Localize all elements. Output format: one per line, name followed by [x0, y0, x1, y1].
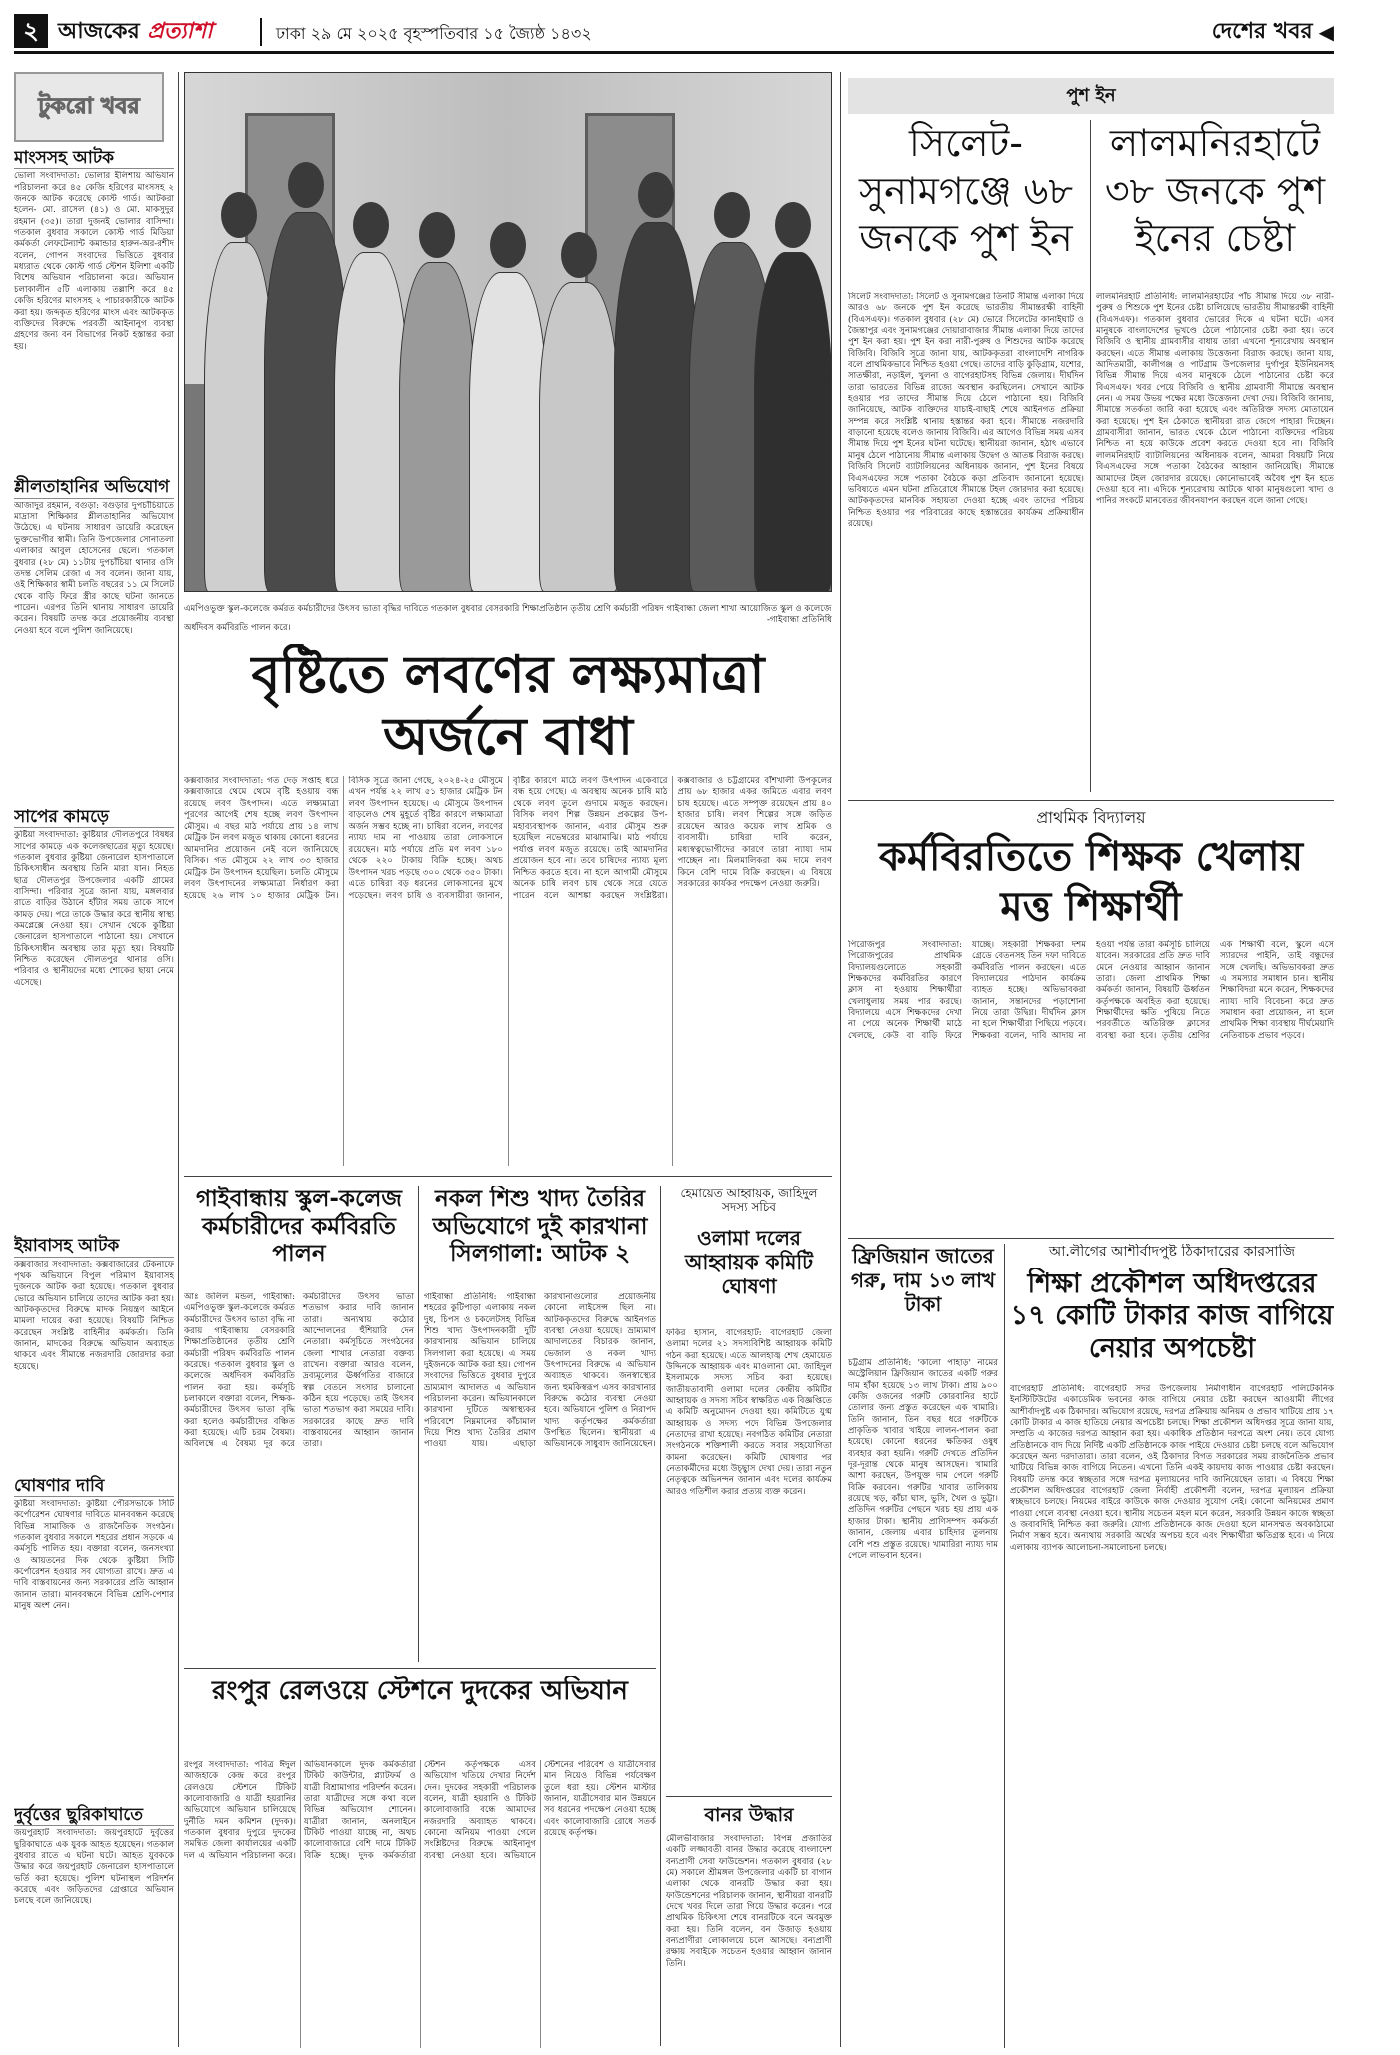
gaibandha-headline: গাইবান্ধায় স্কুল-কলেজ কর্মচারীদের কর্মবিরতি পালন: [196, 1186, 402, 1268]
photo-credit: -গাইবান্ধা প্রতিনিধি: [766, 615, 832, 626]
section-divider: [184, 1668, 656, 1669]
sidebar-story-headline: মাংসসহ আটক: [14, 148, 174, 169]
baby-food-headline: নকল শিশু খাদ্য তৈরির অভিযোগে দুই কারখানা সিলগালা: আটক ২: [432, 1186, 648, 1268]
sidebar-story-headline: ঘোষণার দাবি: [14, 1476, 174, 1497]
photo-person-head: [561, 232, 597, 278]
photo-person-head: [638, 172, 674, 218]
sidebar-story-body: ভোলা সংবাদদাতা: ভোলার ইলিশায় অভিযান পরিচালনা করে ৪৫ কেজি হরিণের মাংসসহ ২ জনকে আটক করেছে কোস্ট গার্ড। আটকরা হলেন- মো. রাসেল (৪১) ও মো. মাকসুদুর রহমান (৩৫)। তারা দুজনই ভোলার বাসিন্দা। গতকাল বুধবার সকালে কোস্ট গার্ড মিডিয়া কর্মকর্তা লেফটেন্যান্ট কমান্ডার হারুন-অর-রশীদ বলেন, গোপন সংবাদের ভিত্তিতে বুধবার মধ্যরাত থেকে কোস্ট গার্ড স্টেশন ইলিশা একটি বিশেষ অভিযান পরিচালনা করে। অভিযান চলাকালীন ৫টি এলাকায় তল্লাশি করে ৪৫ কেজি হরিণের মাংসসহ ২ পাচারকারীকে আটক করা হয়। জব্দকৃত হরিণের মাংস এবং আটককৃত ব্যক্তিদের বিরুদ্ধে পরবর্তী আইনানুগ ব্যবস্থা গ্রহণের জন্য বন বিভাগের নিকট হস্তান্তর করা হয়।: [14, 171, 174, 352]
sidebar-story: [14, 477, 174, 800]
photo-person-head: [419, 212, 455, 258]
railway-headline: রংপুর রেলওয়ে স্টেশনে দুদকের অভিযান: [212, 1676, 628, 1706]
sidebar-story-body: জয়পুরহাট সংবাদদাতা: জয়পুরহাটে দুর্বৃত্তের ছুরিকাঘাতে এক যুবক আহত হয়েছেন। গতকাল বুধবার রাতে এ ঘটনা ঘটে। আহত যুবককে উদ্ধার করে জয়পুরহাট জেনারেল হাসপাতালে ভর্তি করা হয়েছে। পুলিশ ঘটনাস্থল পরিদর্শন করেছে এবং জড়িতদের গ্রেপ্তারে অভিযান চলছে বলে জানিয়েছে।: [14, 1828, 174, 1907]
section-title: দেশের খবর: [1211, 18, 1313, 44]
engineering-headline: শিক্ষা প্রকৌশল অধিদপ্তরের ১৭ কোটি টাকার কাজ বাগিয়ে নেয়ার অপচেষ্টা: [1010, 1268, 1334, 1364]
engineering-kicker: আ.লীগের আশীর্বাদপুষ্ট ঠিকাদারের কারসাজি: [1049, 1244, 1295, 1260]
monkey-body: মৌলভীবাজার সংবাদদাতা: বিপন্ন প্রজাতির একটি লজ্জাবতী বানর উদ্ধার করেছে বাংলাদেশ বন্যপ্রাণী সেবা ফাউন্ডেশন। গতকাল বুধবার (২৮ মে) সকালে শ্রীমঙ্গল উপজেলার একটি চা বাগান এলাকা থেকে বানরটি উদ্ধার করা হয়। ফাউন্ডেশনের পরিচালক জানান, স্থানীয়রা বানরটি দেখে খবর দিলে তারা গিয়ে উদ্ধার করেন। পরে প্রাথমিক চিকিৎসা শেষে বানরটিকে বনে অবমুক্ত করা হয়। তিনি বলেন, বন উজাড় হওয়ায় বন্যপ্রাণীরা লোকালয়ে চলে আসছে। বন্যপ্রাণী রক্ষায় সবাইকে সচেতন হওয়ার আহ্বান জানান তিনি।: [666, 1834, 832, 1969]
sidebar-items: [14, 148, 174, 2028]
olama-headline: ওলামা দলের আহ্বায়ক কমিটি ঘোষণা: [685, 1226, 813, 1298]
photo-person: [539, 282, 619, 592]
push-in-right-headline: লালমনিরহাটে ৩৮ জনকে পুশ ইনের চেষ্টা: [1104, 121, 1326, 260]
cattle-headline: ফ্রিজিয়ান জাতের গরু, দাম ১৩ লাখ টাকা: [850, 1244, 996, 1316]
sidebar-story: [14, 1236, 174, 1469]
photo-person-head: [288, 162, 324, 208]
olama-body: ফকির হাসান, বাগেরহাট: বাগেরহাট জেলা ওলামা দলের ২১ সদস্যবিশিষ্ট আহ্বায়ক কমিটি গঠন করা হয়েছে। এতে আলহাজ্ব শেখ হেমায়েত উদ্দিনকে আহ্বায়ক এবং মাওলানা মো. জাহিদুল ইসলামকে সদস্য সচিব করা হয়েছে। জাতীয়তাবাদী ওলামা দলের কেন্দ্রীয় কমিটির আহ্বায়ক ও সদস্য সচিব স্বাক্ষরিত এক বিজ্ঞপ্তিতে এ কমিটি অনুমোদন দেওয়া হয়। কমিটিতে যুগ্ম আহ্বায়ক ও সদস্য পদে বিভিন্ন উপজেলার নেতাদের রাখা হয়েছে। নবগঠিত কমিটির নেতারা সংগঠনকে শক্তিশালী করতে সবার সহযোগিতা কামনা করেছেন। কমিটি ঘোষণার পর নেতাকর্মীদের মধ্যে উচ্ছ্বাস দেখা দেয়। তারা নতুন নেতৃত্বকে অভিনন্দন জানান এবং দলের কার্যক্রম আরও গতিশীল করার প্রত্যয় ব্যক্ত করেন।: [666, 1328, 832, 1497]
sidebar-story-body: কক্সবাজার সংবাদদাতা: কক্সবাজারের টেকনাফে পৃথক অভিযানে বিপুল পরিমাণ ইয়াবাসহ দুজনকে আটক করা হয়েছে। গতকাল বুধবার ভোরে অভিযান চালিয়ে তাদের আটক করা হয়। আটককৃতদের বিরুদ্ধে মাদক নিয়ন্ত্রণ আইনে মামলা দায়ের করা হয়েছে। বিষয়টি নিশ্চিত করেছেন সংশ্লিষ্ট বাহিনীর কর্মকর্তা। তিনি জানান, মাদকের বিরুদ্ধে অভিযান অব্যাহত থাকবে এবং সীমান্তে নজরদারি জোরদার করা হয়েছে।: [14, 1259, 174, 1372]
section-divider: [848, 1238, 1334, 1239]
lead-headline: বৃষ্টিতে লবণের লক্ষ্যমাত্রা অর্জনে বাধা: [251, 645, 765, 768]
section-divider: [848, 800, 1334, 801]
sidebar-story: [14, 148, 174, 471]
sidebar-story-body: কুষ্টিয়া সংবাদদাতা: কুষ্টিয়ার দৌলতপুরে বিষধর সাপের কামড়ে এক কলেজছাত্রের মৃত্যু হয়েছে। গতকাল বুধবার কুষ্টিয়া জেনারেল হাসপাতালে চিকিৎসাধীন অবস্থায় তিনি মারা যান। নিহত ছাত্র দৌলতপুর উপজেলার একটি গ্রামের বাসিন্দা। পরিবার সূত্রে জানা যায়, মঙ্গলবার রাতে বাড়ির উঠানে হাঁটার সময় তাকে সাপে কামড় দেয়। পরে তাকে উদ্ধার করে স্থানীয় স্বাস্থ্য কমপ্লেক্সে নেওয়া হয়। সেখান থেকে কুষ্টিয়া জেনারেল হাসপাতালে পাঠানো হয়। সেখানে চিকিৎসাধীন অবস্থায় তার মৃত্যু হয়। বিষয়টি নিশ্চিত করেছেন দৌলতপুর থানার ওসি। পরিবার ও স্থানীয়দের মধ্যে শোকের ছায়া নেমে এসেছে।: [14, 830, 174, 988]
column-divider: [418, 1186, 419, 1662]
railway-body: রংপুর সংবাদদাতা: পবিত্র ঈদুল আজহাকে কেন্দ্র করে রংপুর রেলওয়ে স্টেশনে টিকিট কালোবাজারি ও যাত্রী হয়রানির অভিযোগে অভিযান চালিয়েছে দুর্নীতি দমন কমিশন (দুদক)। গতকাল বুধবার দুপুরে দুদকের সমন্বিত জেলা কার্যালয়ের একটি দল এ অভিযান পরিচালনা করে। অভিযানকালে দুদক কর্মকর্তারা টিকিট কাউন্টার, প্ল্যাটফর্ম ও যাত্রী বিশ্রামাগার পরিদর্শন করেন। তারা যাত্রীদের সঙ্গে কথা বলে বিভিন্ন অভিযোগ শোনেন। যাত্রীরা জানান, অনলাইনে টিকিট পাওয়া যাচ্ছে না, অথচ কালোবাজারে বেশি দামে টিকিট বিক্রি হচ্ছে। দুদক কর্মকর্তারা স্টেশন কর্তৃপক্ষকে এসব অভিযোগ খতিয়ে দেখার নির্দেশ দেন। দুদকের সহকারী পরিচালক বলেন, যাত্রী হয়রানি ও টিকিট কালোবাজারি বন্ধে আমাদের নজরদারি অব্যাহত থাকবে। কোনো অনিয়ম পাওয়া গেলে সংশ্লিষ্টদের বিরুদ্ধে আইনানুগ ব্যবস্থা নেওয়া হবে। অভিযানে স্টেশনের পরিবেশ ও যাত্রীসেবার মান নিয়েও বিভিন্ন পর্যবেক্ষণ তুলে ধরা হয়। স্টেশন মাস্টার জানান, যাত্রীসেবার মান উন্নয়নে সব ধরনের পদক্ষেপ নেওয়া হচ্ছে এবং কালোবাজারি রোধে সতর্ক রয়েছে কর্তৃপক্ষ।: [184, 1760, 656, 1861]
section-arrow-icon: ◀: [1318, 20, 1334, 44]
column-divider: [1090, 120, 1091, 792]
photo-person-head: [714, 192, 750, 238]
column-divider: [1004, 1244, 1005, 2048]
column-divider: [660, 1186, 661, 2046]
section-divider: [666, 1796, 832, 1797]
push-in-banner: [848, 78, 1334, 114]
paper-logo-part2: প্রত্যাশা: [147, 19, 213, 44]
photo-people: [184, 72, 832, 592]
sidebar-story-headline: সাপের কামড়ে: [14, 807, 174, 828]
sidebar-divider: [178, 72, 179, 2047]
monkey-headline: বানর উদ্ধার: [704, 1804, 794, 1826]
photo-person-head: [490, 222, 526, 268]
sidebar-label: টুকরো খবর: [38, 93, 140, 119]
photo-person: [469, 272, 547, 592]
sidebar-column: [14, 72, 174, 2047]
masthead: [14, 14, 1334, 54]
dateline: ঢাকা ২৯ মে ২০২৫ বৃহস্পতিবার ১৫ জ্যৈষ্ঠ ১৪৩২: [276, 24, 592, 43]
sidebar-story-headline: ইয়াবাসহ আটক: [14, 1236, 174, 1257]
sidebar-story: [14, 807, 174, 1230]
push-in-label: পুশ ইন: [1066, 84, 1116, 106]
photo-person: [399, 262, 475, 592]
sidebar-story-body: আজাদুর রহমান, বগুড়া: বগুড়ার দুপচাঁচিয়াতে মাদ্রাসা শিক্ষিকার শ্লীলতাহানির অভিযোগ উঠেছে। এ ঘটনায় সাধারণ ডায়েরি করেছেন ভুক্তভোগীর স্বামী। তিনি উপজেলার সোনাতলা এলাকার আবুল হোসেনের ছেলে। গতকাল বুধবার (২৮ মে) ১১টায় দুপচাঁচিয়া থানার ওসি তদন্ত সেলিম রেজা এ সব বলেন। জানা যায়, ওই শিক্ষিকার স্বামী চলতি বছরের ১১ মে সিলেট থেকে বাড়ি ফিরে স্ত্রীর কাছে ঘটনা জানতে পারেন। এরপর তিনি থানায় সাধারণ ডায়েরি করেন। বিষয়টি তদন্ত করে প্রয়োজনীয় ব্যবস্থা নেওয়া হবে বলে পুলিশ জানিয়েছে।: [14, 500, 174, 636]
gaibandha-body: আঃ জলিল মন্ডল, গাইবান্ধা: এমপিওভুক্ত স্কুল-কলেজে কর্মরত কর্মচারীদের উৎসব ভাতা বৃদ্ধি না করায় গাইবান্ধায় বেসরকারি শিক্ষাপ্রতিষ্ঠানের তৃতীয় শ্রেণি কর্মচারী পরিষদ কর্মবিরতি পালন করেছে। গতকাল বুধবার স্কুল ও কলেজে অর্ধদিবস কর্মবিরতি পালন করা হয়। কর্মসূচি চলাকালে বক্তারা বলেন, শিক্ষক-কর্মচারীদের উৎসব ভাতা বৃদ্ধি করা হলেও কর্মচারীদের বঞ্চিত করা হয়েছে। এটি চরম বৈষম্য। অবিলম্বে এ বৈষম্য দূর করে কর্মচারীদের উৎসব ভাতা শতভাগ করার দাবি জানান তারা। অন্যথায় কঠোর আন্দোলনের হুঁশিয়ারি দেন নেতারা। কর্মসূচিতে সংগঠনের জেলা শাখার নেতারা বক্তব্য রাখেন। বক্তারা আরও বলেন, দ্রব্যমূল্যের ঊর্ধ্বগতির বাজারে স্বল্প বেতনে সংসার চালানো কঠিন হয়ে পড়েছে। তাই উৎসব ভাতা শতভাগ করা সময়ের দাবি। সরকারের কাছে দ্রুত দাবি বাস্তবায়নের আহ্বান জানান তারা।: [184, 1292, 414, 1450]
sidebar-story: [14, 1476, 174, 1799]
photo-caption: এমপিওভুক্ত স্কুল-কলেজে কর্মরত কর্মচারীদের উৎসব ভাতা বৃদ্ধির দাবিতে গতকাল বুধবার বেসরকারি শিক্ষাপ্রতিষ্ঠান তৃতীয় শ্রেণি কর্মচারী পরিষদ গাইবান্ধা জেলা শাখা আয়োজিত স্কুল ও কলেজে অর্ধদিবস কর্মবিরতি পালন করে।: [184, 604, 832, 634]
photo-person-head: [775, 202, 811, 248]
photo-person: [334, 252, 408, 592]
photo-person-head: [221, 192, 257, 238]
section-divider: [184, 1176, 832, 1177]
lead-body: কক্সবাজার সংবাদদাতা: গত দেড় সপ্তাহ ধরে কক্সবাজারে থেমে থেমে বৃষ্টি হওয়ায় বন্ধ রয়েছে লবণ উৎপাদন। এতে লক্ষ্যমাত্রা পূরণের আগেই শেষ হচ্ছে লবণ উৎপাদন মৌসুম। এ বছর মাঠ পর্যায়ে প্রায় ১৪ লাখ মেট্রিক টন লবণ মজুত থাকায় কোনো ধরনের আমদানির প্রয়োজন নেই বলে জানিয়েছে বিসিক। গত মৌসুমে ২২ লাখ ৩৩ হাজার মেট্রিক টন উৎপাদন হয়েছিল। চলতি মৌসুমে লবণ উৎপাদনের লক্ষ্যমাত্রা নির্ধারণ করা হয়েছে ২৬ লাখ ১০ হাজার মেট্রিক টন। বিসিক সূত্রে জানা গেছে, ২০২৪-২৫ মৌসুমে এখন পর্যন্ত ২২ লাখ ৫১ হাজার মেট্রিক টন লবণ উৎপাদন হয়েছে। এ মৌসুমে উৎপাদন বাড়লেও শেষ মুহূর্তে বৃষ্টির কারণে লক্ষ্যমাত্রা অর্জন সম্ভব হচ্ছে না। চাষিরা বলেন, লবণের ন্যায্য দাম না পাওয়ায় তারা লোকসানে রয়েছেন। মাঠ পর্যায়ে প্রতি মণ লবণ ১৮০ থেকে ২২০ টাকায় বিক্রি হচ্ছে। অথচ উৎপাদন খরচ পড়ছে ৩০০ থেকে ৩৫০ টাকা। এতে চাষিরা বড় ধরনের লোকসানের মুখে পড়েছেন। লবণ চাষি ও ব্যবসায়ীরা জানান, বৃষ্টির কারণে মাঠে লবণ উৎপাদন একেবারে বন্ধ হয়ে গেছে। এ অবস্থায় অনেক চাষি মাঠ থেকে লবণ তুলে গুদামে মজুত করছেন। বিসিক লবণ শিল্প উন্নয়ন প্রকল্পের উপ-মহাব্যবস্থাপক জানান, এবার মৌসুম শুরু হয়েছিল নভেম্বরের মাঝামাঝি। মাঠ পর্যায়ে পর্যাপ্ত লবণ মজুত রয়েছে। তাই আমদানির প্রয়োজন হবে না। তবে চাষিদের ন্যায্য মূল্য নিশ্চিত করতে হবে। না হলে আগামী মৌসুমে অনেক চাষি লবণ চাষ থেকে সরে যেতে পারেন বলে আশঙ্কা করছেন সংশ্লিষ্টরা। কক্সবাজার ও চট্টগ্রামের বাঁশখালী উপকূলের প্রায় ৬৮ হাজার একর জমিতে এবার লবণ চাষ হয়েছে। এতে সম্পৃক্ত রয়েছেন প্রায় ৪০ হাজার চাষি। লবণ শিল্পের সঙ্গে জড়িত রয়েছেন আরও কয়েক লাখ শ্রমিক ও ব্যবসায়ী। চাষিরা দাবি করেন, মধ্যস্বত্বভোগীদের কারণে তারা ন্যায্য দাম পাচ্ছেন না। মিলমালিকরা কম দামে লবণ কিনে বেশি দামে বিক্রি করছেন। এ বিষয়ে সরকারের কার্যকর পদক্ষেপ নেওয়া জরুরি।: [184, 776, 832, 901]
paper-logo: [58, 16, 212, 48]
photo-person: [614, 222, 698, 592]
sidebar-story: [14, 1805, 174, 2028]
photo-caption-block: [184, 596, 832, 640]
olama-kicker: হেমায়েত আহ্বায়ক, জাহিদুল সদস্য সচিব: [680, 1186, 818, 1215]
page-column-divider: [840, 72, 841, 2047]
sidebar-story-headline: দুর্বৃত্তের ছুরিকাঘাতে: [14, 1805, 174, 1826]
logo-divider: [260, 18, 262, 46]
photo-person-head: [353, 202, 389, 248]
sidebar-story-headline: শ্লীলতাহানির অভিযোগ: [14, 477, 174, 498]
engineering-body: বাগেরহাট প্রতিনিধি: বাগেরহাট সদর উপজেলায় নির্মাণাধীন বাগেরহাট পলিটেকনিক ইনস্টিটিউটের একাডেমিক ভবনের কাজ বাগিয়ে নেয়ার চেষ্টা করছেন আওয়ামী লীগের আশীর্বাদপুষ্ট এক ঠিকাদার। অভিযোগ রয়েছে, দরপত্র প্রক্রিয়ায় অনিয়ম ও প্রভাব খাটিয়ে প্রায় ১৭ কোটি টাকার এ কাজ হাতিয়ে নেয়ার অপচেষ্টা চলছে। শিক্ষা প্রকৌশল অধিদপ্তর সূত্রে জানা যায়, সম্প্রতি এ কাজের দরপত্র আহ্বান করা হয়। একাধিক প্রতিষ্ঠান দরপত্রে অংশ নেয়। তবে যোগ্য প্রতিষ্ঠানকে বাদ দিয়ে নির্দিষ্ট একটি প্রতিষ্ঠানকে কাজ পাইয়ে দেওয়ার চেষ্টা চলছে বলে অভিযোগ করেছেন অন্য দরদাতারা। তারা বলেন, ওই ঠিকাদার বিগত সরকারের সময় রাজনৈতিক প্রভাব খাটিয়ে বিভিন্ন কাজ বাগিয়ে নিতেন। এখনো তিনি একই কায়দায় কাজ পাওয়ার চেষ্টা করছেন। বিষয়টি তদন্ত করে স্বচ্ছতার সঙ্গে দরপত্র মূল্যায়নের দাবি জানিয়েছেন তারা। এ বিষয়ে শিক্ষা প্রকৌশল অধিদপ্তরের বাগেরহাট জেলা নির্বাহী প্রকৌশলী বলেন, দরপত্র মূল্যায়ন প্রক্রিয়া স্বচ্ছভাবে চলছে। নিয়মের বাইরে কাউকে কাজ দেওয়ার সুযোগ নেই। কোনো অনিয়মের প্রমাণ পাওয়া গেলে ব্যবস্থা নেওয়া হবে। স্থানীয় সচেতন মহল মনে করেন, সরকারি উন্নয়ন কাজে স্বচ্ছতা ও জবাবদিহি নিশ্চিত করা জরুরি। যোগ্য প্রতিষ্ঠানকে কাজ দেওয়া হলে মানসম্মত অবকাঠামো নির্মাণ সম্ভব হবে। অন্যথায় সরকারি অর্থের অপচয় হবে এবং শিক্ষার্থীরা ক্ষতিগ্রস্ত হবে। এ নিয়ে এলাকায় ব্যাপক আলোচনা-সমালোচনা চলছে।: [1010, 1384, 1334, 1553]
teacher-headline: কর্মবিরতিতে শিক্ষক খেলায় মত্ত শিক্ষার্থী: [878, 834, 1304, 930]
teacher-kicker: প্রাথমিক বিদ্যালয়: [1036, 808, 1146, 827]
photo-person: [754, 252, 832, 592]
push-in-left-body: সিলেট সংবাদদাতা: সিলেট ও সুনামগঞ্জের তিনটি সীমান্ত এলাকা দিয়ে আরও ৬৮ জনকে পুশ ইন করেছে ভারতীয় সীমান্তরক্ষী বাহিনী (বিএসএফ)। গতকাল বুধবার (২৮ মে) ভোরে সিলেটের কানাইঘাট ও জৈন্তাপুর এবং সুনামগঞ্জের দোয়ারাবাজার সীমান্ত এলাকা দিয়ে তাদের পুশ ইন করা হয়। পুশ ইন করা নারী-পুরুষ ও শিশুদের আটক করেছে বিজিবি। বিজিবি সূত্রে জানা যায়, আটককৃতরা বাংলাদেশি নাগরিক বলে প্রাথমিকভাবে নিশ্চিত হওয়া গেছে। তাদের বাড়ি কুড়িগ্রাম, যশোর, সাতক্ষীরা, নড়াইল, খুলনা ও বাগেরহাটসহ বিভিন্ন জেলায়। দীর্ঘদিন তারা ভারতের বিভিন্ন রাজ্যে অবস্থান করছিলেন। সেখানে আটক হওয়ার পর তাদের সীমান্ত দিয়ে ঠেলে পাঠানো হয়। বিজিবি জানিয়েছে, আটক ব্যক্তিদের যাচাই-বাছাই শেষে আইনগত প্রক্রিয়া সম্পন্ন করে সংশ্লিষ্ট থানায় হস্তান্তর করা হবে। সীমান্তে নজরদারি বাড়ানো হয়েছে বলেও জানায় বিজিবি। এর আগেও বিভিন্ন সময় এসব সীমান্ত দিয়ে পুশ ইনের ঘটনা ঘটেছে। স্থানীয়রা জানান, হঠাৎ এভাবে মানুষ ঠেলে পাঠানোয় সীমান্ত এলাকায় উদ্বেগ ও আতঙ্ক বিরাজ করছে। বিজিবি সিলেট ব্যাটালিয়নের অধিনায়ক জানান, পুশ ইনের বিষয়ে বিএসএফের সঙ্গে পতাকা বৈঠকে কড়া প্রতিবাদ জানানো হয়েছে। ভবিষ্যতে এমন ঘটনা প্রতিরোধে সীমান্তে টহল জোরদার করা হয়েছে। আটককৃতদের মানবিক সহায়তা দেওয়া হচ্ছে এবং তাদের পরিচয় নিশ্চিত হওয়ার পর পরিবারের কাছে হস্তান্তরের কার্যক্রম প্রক্রিয়াধীন রয়েছে।: [848, 292, 1084, 529]
page-number: ২: [14, 14, 48, 48]
paper-logo-part1: আজকের: [58, 19, 140, 44]
push-in-right-body: লালমনিরহাট প্রতিনিধি: লালমনিরহাটের পাঁচ সীমান্ত দিয়ে ৩৮ নারী-পুরুষ ও শিশুকে পুশ ইনের চেষ্টা চালিয়েছে ভারতীয় সীমান্তরক্ষী বাহিনী (বিএসএফ)। গতকাল বুধবার ভোরের দিকে এ ঘটনা ঘটে। এসব মানুষকে বাংলাদেশের ভূখণ্ডে ঠেলে পাঠানোর চেষ্টা করা হয়। তবে বিজিবি ও স্থানীয় গ্রামবাসীর বাধায় তারা এখনো শূন্যরেখায় অবস্থান করছেন। এতে সীমান্ত এলাকায় উত্তেজনা বিরাজ করছে। জানা যায়, আদিতমারী, কালীগঞ্জ ও পাটগ্রাম উপজেলার দুর্গাপুর ইউনিয়নসহ বিভিন্ন সীমান্ত দিয়ে এসব মানুষকে ঠেলে পাঠানোর চেষ্টা করে বিএসএফ। খবর পেয়ে বিজিবি ও স্থানীয় গ্রামবাসী সীমান্তে অবস্থান নেন। এ সময় উভয় পক্ষের মধ্যে উত্তেজনা দেখা দেয়। বিজিবি জানায়, সীমান্তে সতর্কতা জারি করা হয়েছে এবং অতিরিক্ত সদস্য মোতায়েন করা হয়েছে। পুশ ইন ঠেকাতে স্থানীয়রা রাত জেগে পাহারা দিচ্ছেন। গ্রামবাসীরা জানান, ভারত থেকে ঠেলে পাঠানো ব্যক্তিদের পরিচয় নিশ্চিত না হয়ে কাউকে প্রবেশ করতে দেওয়া হবে না। বিজিবি লালমনিরহাট ব্যাটালিয়নের অধিনায়ক বলেন, আমরা বিষয়টি নিয়ে বিএসএফের সঙ্গে পতাকা বৈঠকের আহ্বান জানিয়েছি। সীমান্তে আমাদের টহল জোরদার রয়েছে। কোনোভাবেই অবৈধ পুশ ইন হতে দেওয়া হবে না। এদিকে শূন্যরেখায় আটকে থাকা মানুষগুলো খাদ্য ও পানির সংকটে মানবেতর জীবনযাপন করছেন বলে জানা গেছে।: [1096, 292, 1334, 507]
sidebar-story-body: কুষ্টিয়া সংবাদদাতা: কুষ্টিয়া পৌরসভাকে সিটি কর্পোরেশন ঘোষণার দাবিতে মানববন্ধন করেছে বিভিন্ন সামাজিক ও রাজনৈতিক সংগঠন। গতকাল বুধবার সকালে শহরের প্রধান সড়কে এ কর্মসূচি পালিত হয়। বক্তারা বলেন, জনসংখ্যা ও আয়তনের দিক থেকে কুষ্টিয়া সিটি কর্পোরেশন হওয়ার সব যোগ্যতা রাখে। দ্রুত এ দাবি বাস্তবায়নের জন্য সরকারের প্রতি আহ্বান জানান তারা। মানববন্ধনে বিভিন্ন শ্রেণি-পেশার মানুষ অংশ নেন।: [14, 1498, 174, 1612]
section-name: [1212, 16, 1334, 48]
push-in-left-headline: সিলেট-সুনামগঞ্জে ৬৮ জনকে পুশ ইন: [859, 121, 1073, 260]
teacher-body: পিরোজপুর সংবাদদাতা: পিরোজপুরের প্রাথমিক বিদ্যালয়গুলোতে সহকারী শিক্ষকদের কর্মবিরতির কারণে ক্লাস না হওয়ায় শিক্ষার্থীরা খেলাধুলায় সময় পার করছে। বিদ্যালয়ে এসে শিক্ষকদের দেখা না পেয়ে অনেক শিক্ষার্থী মাঠে খেলছে, কেউ বা বাড়ি ফিরে যাচ্ছে। সহকারী শিক্ষকরা দশম গ্রেডে বেতনসহ তিন দফা দাবিতে কর্মবিরতি পালন করছেন। এতে বিদ্যালয়ের পাঠদান কার্যক্রম ব্যাহত হচ্ছে। অভিভাবকরা জানান, সন্তানদের পড়াশোনা নিয়ে তারা উদ্বিগ্ন। দীর্ঘদিন ক্লাস না হলে শিক্ষার্থীরা পিছিয়ে পড়বে। শিক্ষকরা বলেন, দাবি আদায় না হওয়া পর্যন্ত তারা কর্মসূচি চালিয়ে যাবেন। সরকারের প্রতি দ্রুত দাবি মেনে নেওয়ার আহ্বান জানান তারা। জেলা প্রাথমিক শিক্ষা কর্মকর্তা জানান, বিষয়টি ঊর্ধ্বতন কর্তৃপক্ষকে অবহিত করা হয়েছে। শিক্ষার্থীদের ক্ষতি পুষিয়ে নিতে পরবর্তীতে অতিরিক্ত ক্লাসের ব্যবস্থা করা হবে। তৃতীয় শ্রেণির এক শিক্ষার্থী বলে, স্কুলে এসে স্যারদের পাইনি, তাই বন্ধুদের সঙ্গে খেলছি। অভিভাবকরা দ্রুত এ সমস্যার সমাধান চান। স্থানীয় শিক্ষাবিদরা মনে করেন, শিক্ষকদের ন্যায্য দাবি বিবেচনা করে দ্রুত সমাধান করা প্রয়োজন, না হলে প্রাথমিক শিক্ষা ব্যবস্থায় দীর্ঘমেয়াদি নেতিবাচক প্রভাব পড়বে।: [848, 940, 1334, 1041]
cattle-body: চট্টগ্রাম প্রতিনিধি: 'কালো পাহাড়' নামের অস্ট্রেলিয়ান ফ্রিজিয়ান জাতের একটি গরুর দাম হাঁকা হয়েছে ১৩ লাখ টাকা। প্রায় ৯০০ কেজি ওজনের গরুটি কোরবানির হাটে তোলার জন্য প্রস্তুত করেছেন এক খামারি। তিনি জানান, তিন বছর ধরে গরুটিকে প্রাকৃতিক খাবার খাইয়ে লালন-পালন করা হয়েছে। কোনো ধরনের ক্ষতিকর ওষুধ ব্যবহার করা হয়নি। গরুটি দেখতে প্রতিদিন দূর-দূরান্ত থেকে মানুষ আসছেন। খামারি আশা করছেন, উপযুক্ত দাম পেলে গরুটি বিক্রি করবেন। গরুটির খাবার তালিকায় রয়েছে খড়, কাঁচা ঘাস, ভুসি, খৈল ও ভুট্টা। প্রতিদিন গরুটির পেছনে খরচ হয় প্রায় এক হাজার টাকা। স্থানীয় প্রাণিসম্পদ কর্মকর্তা জানান, জেলায় এবার চাহিদার তুলনায় বেশি পশু প্রস্তুত রয়েছে। খামারিরা ন্যায্য দাম পেলে লাভবান হবেন।: [848, 1358, 998, 1561]
baby-food-body: গাইবান্ধা প্রতিনিধি: গাইবান্ধা শহরের কুটিপাড়া এলাকায় নকল দুধ, চিপস ও চকলেটসহ বিভিন্ন শিশু খাদ্য উৎপাদনকারী দুটি কারখানায় অভিযান চালিয়ে সিলগালা করা হয়েছে। এ সময় দুইজনকে আটক করা হয়। গোপন সংবাদের ভিত্তিতে বুধবার দুপুরে ভ্রাম্যমাণ আদালত এ অভিযান পরিচালনা করেন। অভিযানকালে কারখানা দুটিতে অস্বাস্থ্যকর পরিবেশে নিম্নমানের কাঁচামাল দিয়ে শিশু খাদ্য তৈরির প্রমাণ পাওয়া যায়। এছাড়া কারখানাগুলোর প্রয়োজনীয় কোনো লাইসেন্স ছিল না। আটককৃতদের বিরুদ্ধে আইনগত ব্যবস্থা নেওয়া হয়েছে। ভ্রাম্যমাণ আদালতের বিচারক জানান, ভেজাল ও নকল খাদ্য উৎপাদনের বিরুদ্ধে এ অভিযান অব্যাহত থাকবে। জনস্বাস্থ্যের জন্য হুমকিস্বরূপ এসব কারখানার বিরুদ্ধে কঠোর ব্যবস্থা নেওয়া হবে। অভিযানে পুলিশ ও নিরাপদ খাদ্য কর্তৃপক্ষের কর্মকর্তারা উপস্থিত ছিলেন। স্থানীয়রা এ অভিযানকে সাধুবাদ জানিয়েছেন।: [424, 1292, 656, 1450]
sidebar-label-box: [14, 72, 164, 142]
